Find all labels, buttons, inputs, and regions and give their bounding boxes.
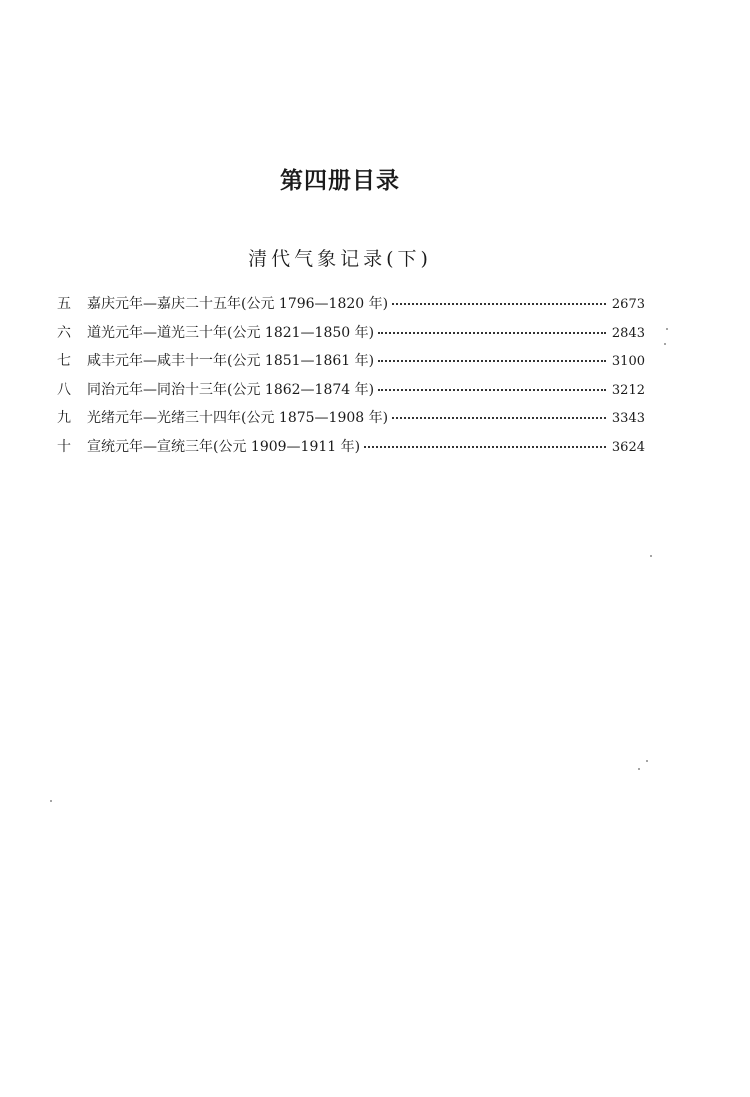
scan-speck: [664, 343, 666, 345]
toc-entry-page: 3100: [611, 354, 645, 369]
table-of-contents: [57, 293, 645, 464]
toc-entry-page: 3343: [611, 411, 645, 426]
toc-entry-page: 2673: [611, 297, 645, 312]
toc-entry-title: 同治元年—同治十三年(公元 1862—1874 年): [87, 381, 375, 398]
toc-entry[interactable]: [57, 293, 645, 322]
toc-entry-number: 十: [57, 438, 71, 455]
toc-entry-number: 五: [57, 296, 71, 312]
toc-entry-title: 嘉庆元年—嘉庆二十五年(公元 1796—1820 年): [87, 296, 389, 312]
toc-entry-page: 3624: [611, 439, 645, 455]
dot-leader: [392, 417, 606, 419]
toc-entry[interactable]: [57, 350, 645, 379]
dot-leader: [378, 389, 606, 391]
toc-entry[interactable]: [57, 322, 645, 351]
scan-speck: [646, 760, 648, 762]
page-title: 第四册目录: [280, 168, 400, 194]
toc-entry-page: 3212: [611, 382, 645, 398]
toc-entry-number: 九: [57, 410, 71, 426]
toc-entry-number: 八: [57, 381, 71, 398]
toc-entry-number: 七: [57, 353, 71, 369]
toc-entry[interactable]: [57, 407, 645, 436]
toc-entry-page: 2843: [611, 325, 645, 341]
scan-speck: [50, 800, 52, 802]
scan-speck: [666, 328, 668, 330]
dot-leader: [378, 360, 606, 362]
scan-speck: [638, 768, 640, 770]
toc-entry-title: 咸丰元年—咸丰十一年(公元 1851—1861 年): [87, 353, 375, 369]
dot-leader: [378, 332, 606, 334]
toc-entry-title: 宣统元年—宣统三年(公元 1909—1911 年): [87, 438, 361, 455]
section-title: 清代气象记录(下): [248, 248, 432, 270]
dot-leader: [392, 303, 606, 305]
toc-entry-title: 道光元年—道光三十年(公元 1821—1850 年): [87, 324, 375, 341]
dot-leader: [364, 446, 606, 448]
toc-entry[interactable]: [57, 436, 645, 465]
toc-entry-number: 六: [57, 324, 71, 341]
toc-entry[interactable]: [57, 379, 645, 408]
scan-speck: [650, 555, 652, 557]
toc-entry-title: 光绪元年—光绪三十四年(公元 1875—1908 年): [87, 410, 389, 426]
